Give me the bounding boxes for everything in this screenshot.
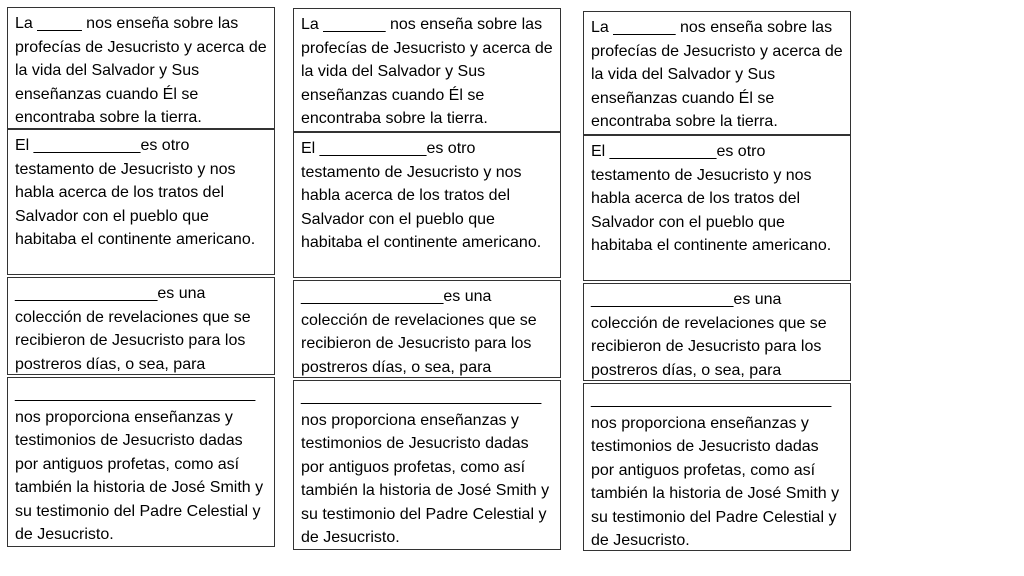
card-pearl-of-great-price: ___________________________ nos proporciona enseñanzas y testimonios de Jesucristo dadas por antiguos profetas, como así también la historia de José Smith y su testimonio del Padre Celestial y de Jesucristo. bbox=[7, 377, 275, 547]
column-1 bbox=[7, 0, 277, 576]
card-pearl-of-great-price: ___________________________ nos proporciona enseñanzas y testimonios de Jesucristo dadas por antiguos profetas, como así también la historia de José Smith y su testimonio del Padre Celestial y de Jesucristo. bbox=[583, 383, 851, 551]
card-doctrine-and-covenants: ________________es una colección de revelaciones que se recibieron de Jesucristo para los postreros días, o sea, para bbox=[583, 283, 851, 381]
column-2 bbox=[293, 0, 563, 576]
card-old-testament: La _______ nos enseña sobre las profecías de Jesucristo y acerca de la vida del Salvador y Sus enseñanzas cuando Él se encontraba sobre la tierra. bbox=[293, 8, 561, 132]
column-3 bbox=[583, 0, 853, 576]
card-old-testament: La _______ nos enseña sobre las profecías de Jesucristo y acerca de la vida del Salvador y Sus enseñanzas cuando Él se encontraba sobre la tierra. bbox=[583, 11, 851, 135]
card-book-of-mormon: El ____________es otro testamento de Jesucristo y nos habla acerca de los tratos del Salvador con el pueblo que habitaba el continente americano. bbox=[7, 129, 275, 275]
card-book-of-mormon: El ____________es otro testamento de Jesucristo y nos habla acerca de los tratos del Salvador con el pueblo que habitaba el continente americano. bbox=[583, 135, 851, 281]
card-doctrine-and-covenants: ________________es una colección de revelaciones que se recibieron de Jesucristo para los postreros días, o sea, para bbox=[7, 277, 275, 375]
card-old-testament: La _____ nos enseña sobre las profecías de Jesucristo y acerca de la vida del Salvador y Sus enseñanzas cuando Él se encontraba sobre la tierra. bbox=[7, 7, 275, 129]
card-pearl-of-great-price: ___________________________ nos proporciona enseñanzas y testimonios de Jesucristo dadas por antiguos profetas, como así también la historia de José Smith y su testimonio del Padre Celestial y de Jesucristo. bbox=[293, 380, 561, 550]
card-doctrine-and-covenants: ________________es una colección de revelaciones que se recibieron de Jesucristo para los postreros días, o sea, para bbox=[293, 280, 561, 378]
card-book-of-mormon: El ____________es otro testamento de Jesucristo y nos habla acerca de los tratos del Salvador con el pueblo que habitaba el continente americano. bbox=[293, 132, 561, 278]
